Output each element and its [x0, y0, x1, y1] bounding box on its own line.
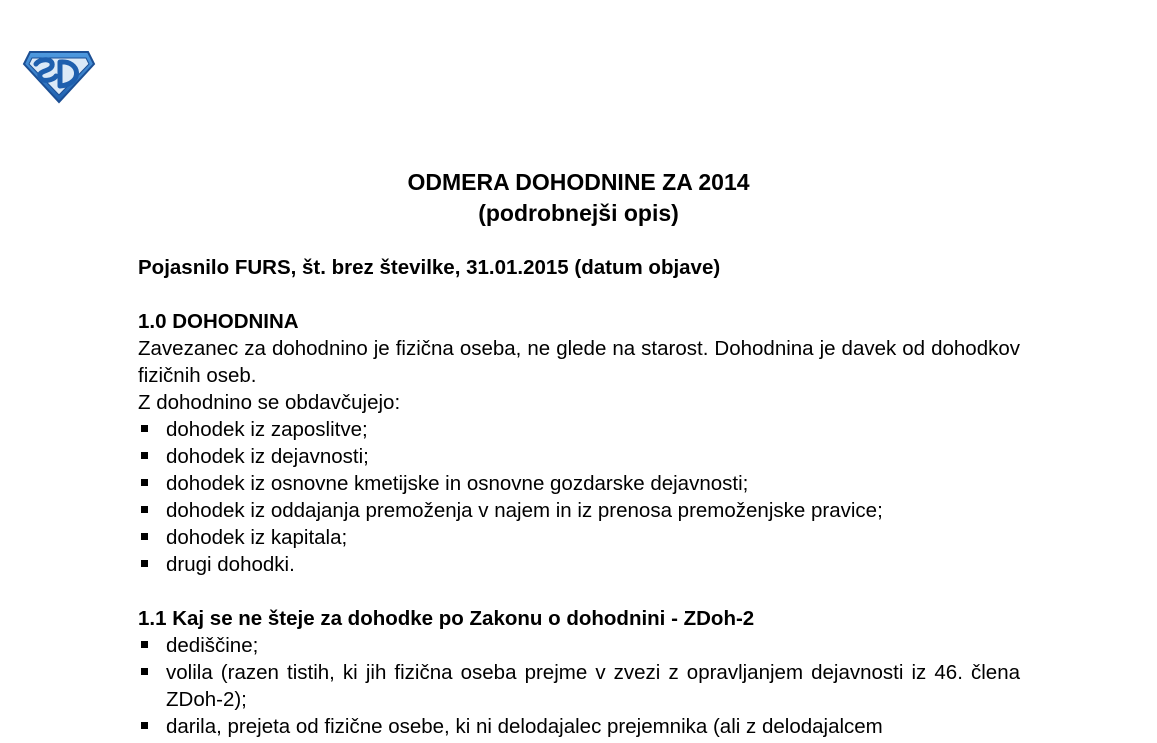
bullet-square-icon: [141, 560, 148, 567]
list-item-text: dohodek iz zaposlitve;: [166, 418, 368, 441]
bullet-square-icon: [141, 506, 148, 513]
list-item-text: dohodek iz osnovne kmetijske in osnovne gozdarske dejavnosti;: [166, 472, 749, 495]
income-types-list: [138, 416, 1020, 578]
bullet-square-icon: [141, 479, 148, 486]
document-body: [138, 254, 1020, 740]
list-item-text: volila (razen tistih, ki jih fizična oseba prejme v zvezi z opravljanjem dejavnosti iz 46. člena ZDoh-2);: [166, 661, 1020, 711]
bullet-square-icon: [141, 425, 148, 432]
document-subtitle-line: (podrobnejši opis): [478, 200, 679, 226]
section-heading-dohodnina: 1.0 DOHODNINA: [138, 310, 299, 333]
list-item-text: dohodek iz dejavnosti;: [166, 445, 369, 468]
shield-logo-icon: [22, 50, 96, 104]
list-item-text: dohodek iz oddajanja premoženja v najem in iz prenosa premoženjske pravice;: [166, 499, 883, 522]
paragraph-intro-list: Z dohodnino se obdavčujejo:: [138, 391, 401, 414]
source-line: Pojasnilo FURS, št. brez številke, 31.01.2015 (datum objave): [138, 256, 721, 279]
bullet-square-icon: [141, 641, 148, 648]
list-item: [138, 632, 1020, 659]
list-item: [138, 524, 1020, 551]
list-item-text: dohodek iz kapitala;: [166, 526, 348, 549]
paragraph-definition: Zavezanec za dohodnino je fizična oseba, ne glede na starost. Dohodnina je davek od dohodkov fizičnih oseb.: [138, 337, 1020, 387]
list-item: [138, 713, 1020, 740]
list-item: [138, 497, 1020, 524]
list-item: [138, 443, 1020, 470]
list-item: [138, 551, 1020, 578]
bullet-square-icon: [141, 452, 148, 459]
list-item-text: darila, prejeta od fizične osebe, ki ni delodajalec prejemnika (ali z delodajalcem: [166, 715, 883, 738]
exclusions-list: [138, 632, 1020, 740]
list-item-text: dediščine;: [166, 634, 259, 657]
bullet-square-icon: [141, 668, 148, 675]
list-item-text: drugi dohodki.: [166, 553, 295, 576]
bullet-square-icon: [141, 722, 148, 729]
document-title: ODMERA DOHODNINE ZA 2014: [407, 169, 750, 195]
list-item: [138, 416, 1020, 443]
bullet-square-icon: [141, 533, 148, 540]
section-heading-exclusions: 1.1 Kaj se ne šteje za dohodke po Zakonu o dohodnini - ZDoh-2: [138, 607, 755, 630]
company-logo: [22, 50, 96, 104]
list-item: [138, 659, 1020, 713]
list-item: [138, 470, 1020, 497]
